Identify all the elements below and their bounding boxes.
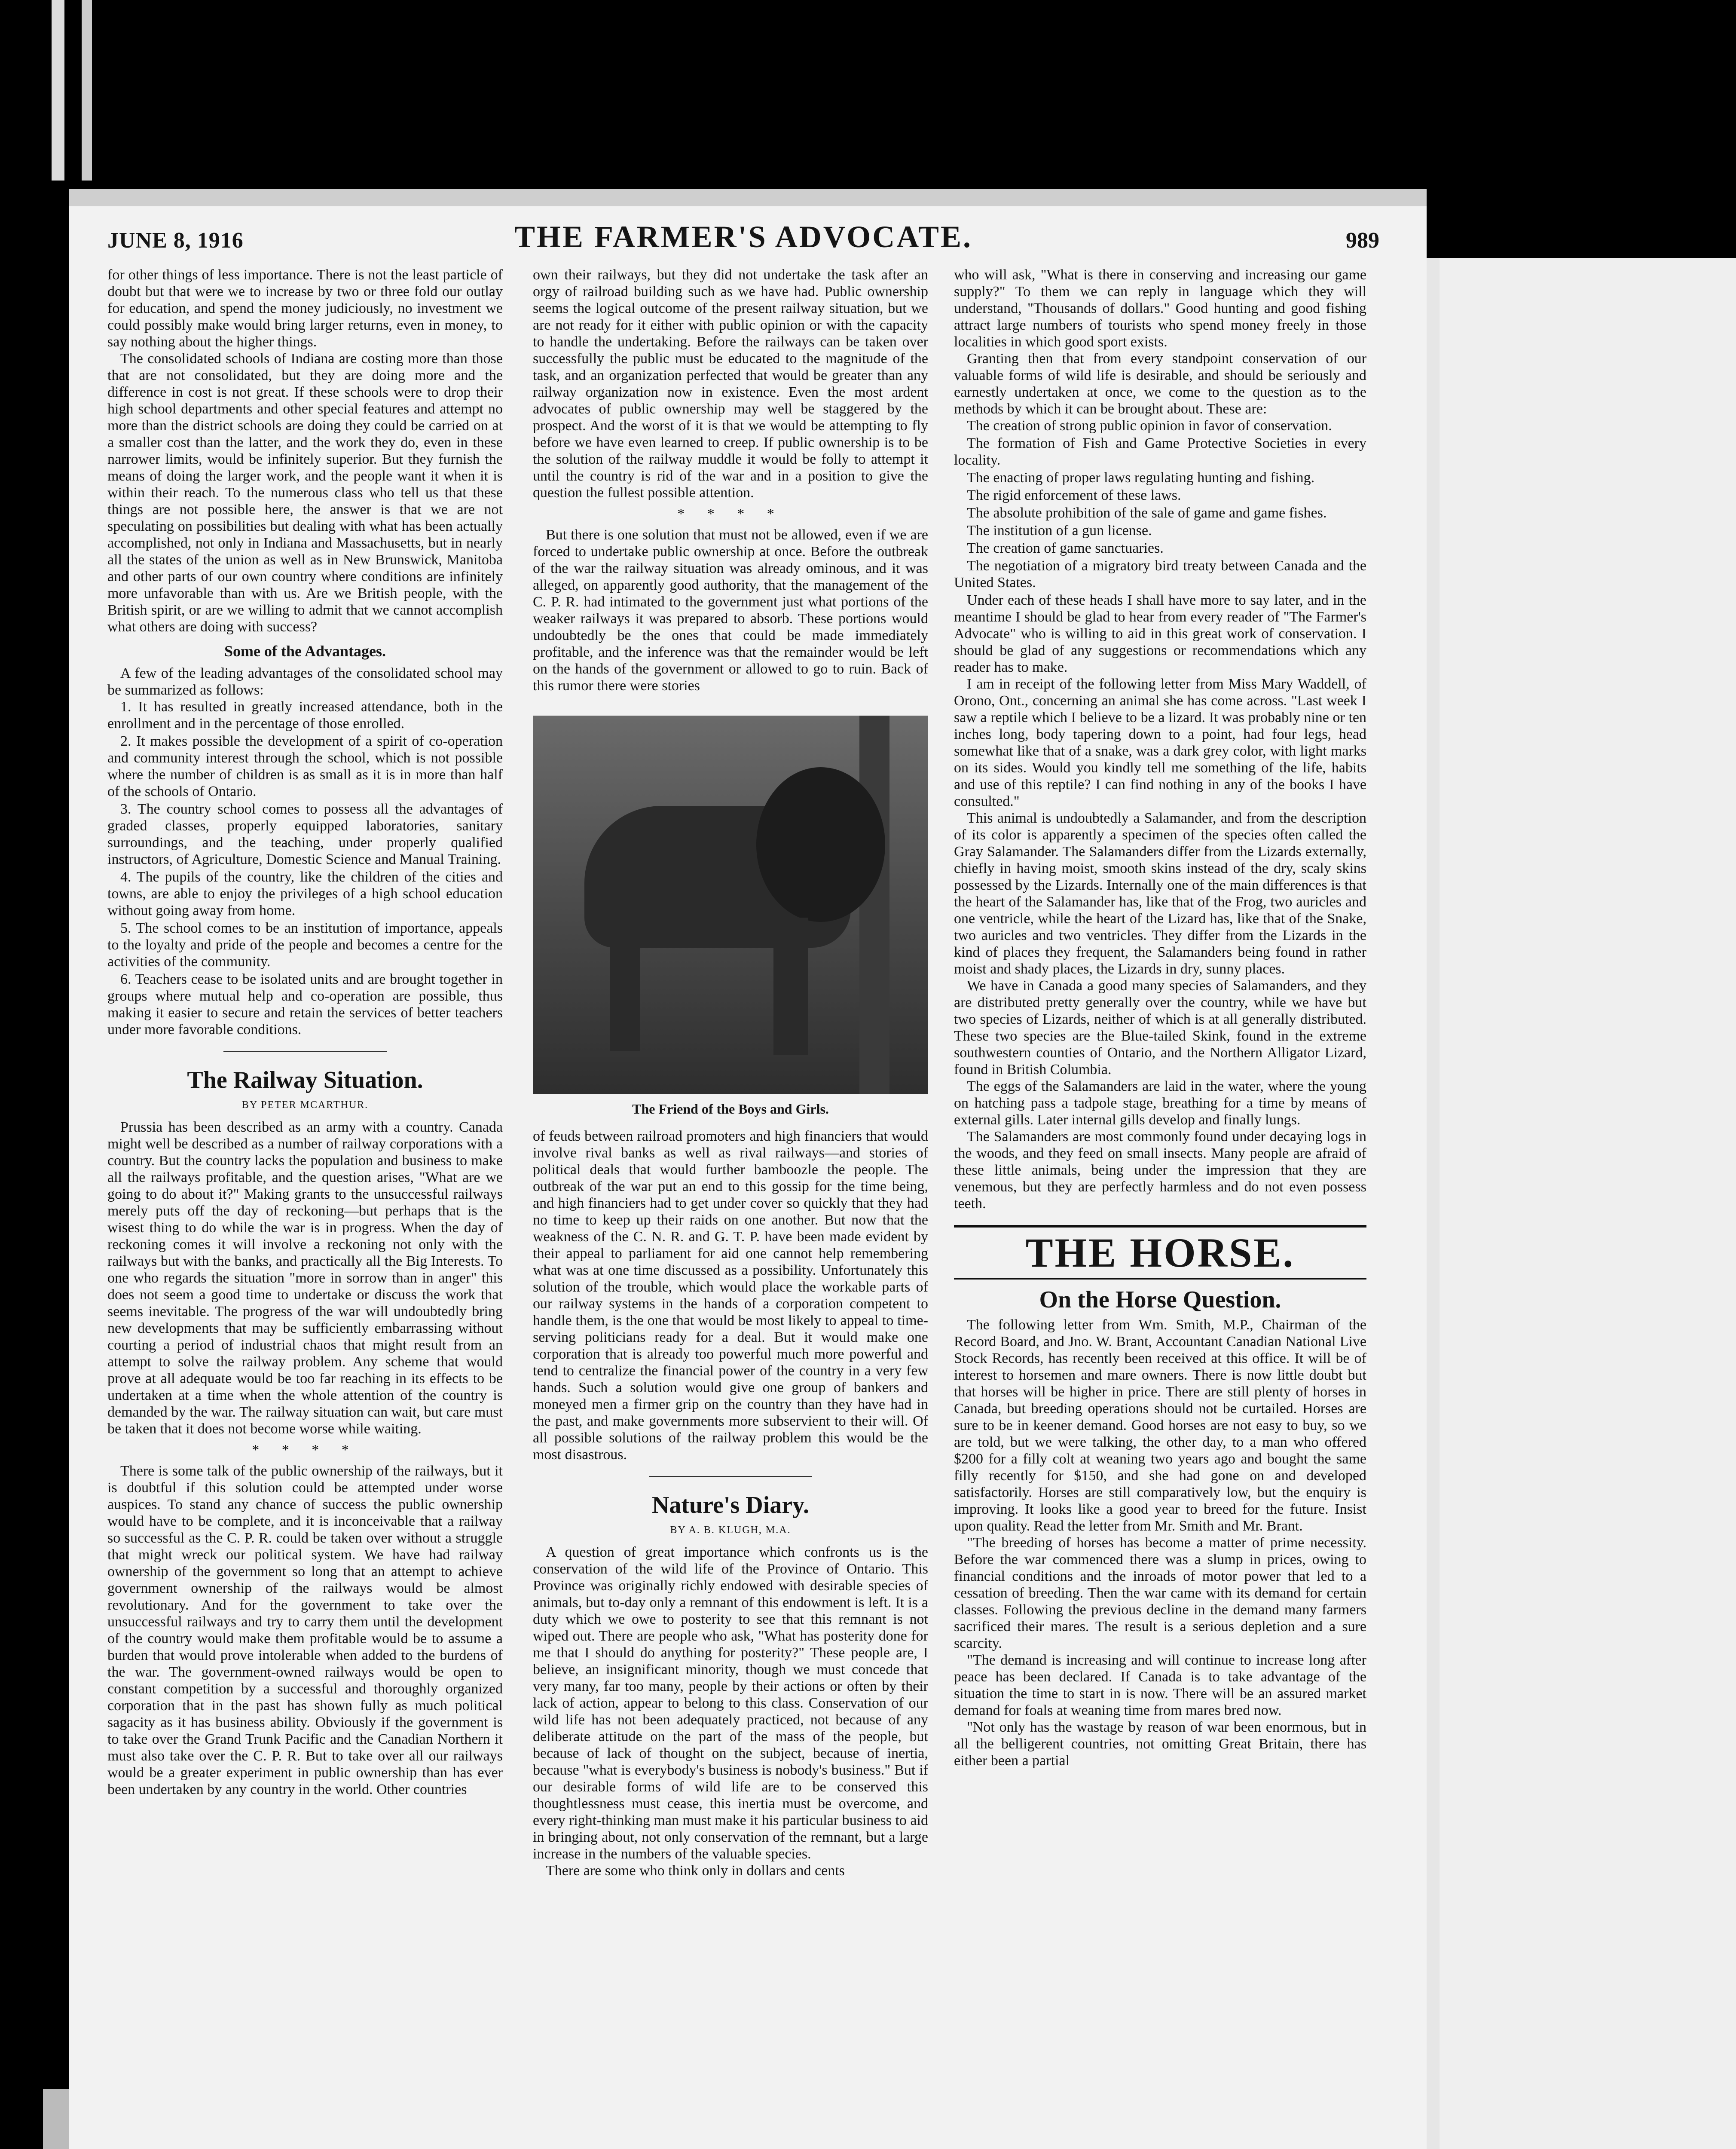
list-item: 2. It makes possible the development of a spirit of co-operation and community interest through the school, which is not possible where the number of children is as small as it is in more than half of the schools of Ontario. [107, 733, 503, 799]
lion-photograph [533, 716, 928, 1094]
list-item: 6. Teachers cease to be isolated units and are brought together in groups where mutual help and co-operation are possible, thus making it easier to secure and retain the services of better teachers under more favorable conditions. [107, 971, 503, 1038]
page-number: 989 [1346, 228, 1379, 253]
paragraph: "The breeding of horses has become a matter of prime necessity. Before the war commenced there was a slump in prices, owing to financial conditions and the inroads of motor power that led to a cessation of breeding. Then the war came with its demand for certain classes. Following the previous decline in the demand many farmers sacrificed their mares. The result is a serious depletion and a sure scarcity. [954, 1535, 1366, 1651]
next-page-edge [1418, 258, 1736, 2149]
byline: BY A. B. KLUGH, M.A. [670, 1525, 791, 1536]
binding-stripe [52, 0, 64, 181]
article-title: Nature's Diary. [651, 1492, 810, 1518]
paragraph: Granting then that from every standpoint conservation of our valuable forms of wild life is desirable, and should be seriously and earnestly undertaken at once, we come to the question as to the methods by which it can be brought about. These are: [954, 351, 1366, 417]
paragraph: A question of great importance which confronts us is the conservation of the wild life of the Province of Ontario. This Province was originally richly endowed with desirable species of animals, but to-day only a remnant of this endowment is left. It is a duty which we owe to posterity to see that this remnant is not wiped out. There are people who ask, "What has posterity done for me that I should do anything for posterity?" These people are, I believe, an insignificant minority, though we must concede that very many, far too many, people by their actions or often by their lack of action, appear to belong to this class. Conservation of our wild life has not been adequately practiced, not because of any deliberate attitude on the part of the mass of the people, but because of lack of thought on the subject, because of inertia, because "what is everybody's business is nobody's business." But if our desirable forms of wild life are to be conserved this thoughtlessness must cease, this inertia must be overcome, and every right-thinking man must make it his particular business to aid in bringing about, not only conservation of the remnant, but a large increase in the numbers of the valuable species. [533, 1544, 928, 1862]
section-break: * * * * [252, 1442, 358, 1458]
list-item: The creation of game sanctuaries. [967, 540, 1164, 556]
list-item: 4. The pupils of the country, like the children of the cities and towns, are able to enjoy the privileges of a high school education without going away from home. [107, 869, 503, 918]
paragraph: "Not only has the wastage by reason of war been enormous, but in all the belligerent countries, not omitting Great Britain, there has either been a partial [954, 1719, 1366, 1769]
page-top-bar [69, 189, 1427, 206]
list-item: The formation of Fish and Game Protective Societies in every locality. [954, 435, 1366, 468]
paragraph: of feuds between railroad promoters and high financiers that would involve rival banks as well as rival railways—and stories of political deals that would further bamboozle the people. The outbreak of the war put an end to this gossip for the time being, and high financiers had to get under cover so quickly that they had no time to keep up their raids on one another. But now that the weakness of the C. N. R. and G. T. P. have been made evident by their appeal to parliament for aid one cannot help remembering what was at one time discussed as a possibility. Unfortunately this solution of the trouble, which would place the workable parts of our railway systems in the hands of a corporation competent to handle them, is the one that would be most likely to appeal to time-serving politicians ready for a deal. But it would make one corporation that is already too powerful much more powerful and tend to centralize the financial power of the country in a very few hands. Such a solution would give one group of bankers and moneyed men a firmer grip on the country than they have had in the past, and make governments more subservient to their will. Of all possible solutions of the railway problem this would be the most disastrous. [533, 1128, 928, 1463]
subheading: Some of the Advantages. [224, 643, 386, 660]
list-item: The institution of a gun license. [967, 523, 1152, 539]
divider [649, 1476, 812, 1477]
newspaper-page [69, 189, 1427, 2149]
list-item: The absolute prohibition of the sale of game and game fishes. [967, 505, 1327, 521]
advantages-list [107, 698, 503, 1038]
paragraph: The consolidated schools of Indiana are costing more than those that are not consolidated, but they are doing more and the difference in cost is not great. If these schools were to drop their high school departments and other special features and attempt no more than the district schools are doing they could be carried on at a smaller cost than the latter, and the work they do, even in these narrower limits, would be infinitely superior. But they furnish the means of doing the larger work, and the people want it when it is within their reach. To the numerous class who tell us that these things are not possible here, the answer is that we are not speculating on possibilities but dealing with what has been actually accomplished, not only in Indiana and Massachusetts, but in nearly all the states of the union as well as in New Brunswick, Manitoba and other parts of our own country where conditions are infinitely more unfavorable than with us. Are we British people, with the British spirit, or are we willing to admit that we cannot accomplish what others are doing with success? [107, 351, 503, 635]
list-item: The creation of strong public opinion in favor of conservation. [967, 418, 1332, 434]
paragraph: for other things of less importance. There is not the least particle of doubt but that were we to increase by two or three fold our outlay for education, and spend the money judiciously, no investment we could possibly make would bring larger returns, even in money, to say nothing about the higher things. [107, 267, 503, 350]
column-2 [533, 266, 928, 1879]
divider [223, 1051, 387, 1052]
list-item: 1. It has resulted in greatly increased attendance, both in the enrollment and in the percentage of those enrolled. [107, 699, 503, 732]
paragraph: There are some who think only in dollars and cents [546, 1863, 845, 1879]
paragraph: But there is one solution that must not be allowed, even if we are forced to undertake public ownership at once. Before the outbreak of the war the railway situation was already ominous, and it was alleged, on apparently good authority, that the management of the C. P. R. had intimated to the government just what portions of the weaker railways it was prepared to absorb. These portions would undoubtedly be the ones that could be made immediately profitable, and the inference was that the remainder would be left on the hands of the government or allowed to go to ruin. Back of this rumor there were stories [533, 527, 928, 694]
next-page-surface [1440, 258, 1736, 2149]
list-item: 3. The country school comes to possess all the advantages of graded classes, properly equipped laboratories, sanitary surroundings, and the teaching, under properly qualified instructors, of Agriculture, Domestic Science and Manual Training. [107, 801, 503, 867]
lion-leg [610, 922, 640, 1051]
paragraph: who will ask, "What is there in conserving and increasing our game supply?" To them we can reply in language which they will understand, "Thousands of dollars." Good hunting and good fishing attract large numbers of tourists who spend money freely in those localities in which good sport exists. [954, 267, 1366, 350]
article-title: The Railway Situation. [187, 1067, 423, 1093]
paragraph: This animal is undoubtedly a Salamander, and from the description of its color is apparently a specimen of the species often called the Gray Salamander. The Salamanders differ from the Lizards externally, chiefly in having moist, smooth skins instead of the dry, scaly skins possessed by the Lizards. Internally one of the main differences is that the heart of the Salamander has, like that of the Frog, two auricles and one ventricle, while the heart of the Lizard has, like that of the Snake, two auricles and two ventricles. They differ from the Lizards in the kind of places they frequent, the Salamanders being found in rather moist and shady places, the Lizards in dry, sunny places. [954, 810, 1366, 977]
list-item: 5. The school comes to be an institution of importance, appeals to the loyalty and pride of the people and becomes a centre for the activities of the community. [107, 920, 503, 970]
section-heading: THE HORSE. [954, 1225, 1366, 1280]
methods-list [954, 417, 1366, 591]
article-title: On the Horse Question. [1039, 1286, 1281, 1313]
paragraph: We have in Canada a good many species of Salamanders, and they are distributed pretty generally over the country, while we have but two species of Lizards, neither of which is at all generally distributed. These two species are the Blue-tailed Skink, found in the extreme southwestern counties of Ontario, and the Northern Alligator Lizard, found in British Columbia. [954, 978, 1366, 1078]
binding-stripe [82, 0, 92, 181]
paragraph: Under each of these heads I shall have more to say later, and in the meantime I should be glad to hear from every reader of "The Farmer's Advocate" who is willing to aid in this great work of conservation. I should be glad of any suggestions or recommendations which any reader has to make. [954, 592, 1366, 675]
byline: BY PETER MCARTHUR. [241, 1099, 369, 1111]
binding-edge [0, 0, 64, 2149]
paragraph: own their railways, but they did not undertake the task after an orgy of railroad building such as we have had. Public ownership seems the logical outcome of the present railway situation, but we are not ready for it either with public opinion or with the capacity to handle the undertaking. Before the railways can be taken over successfully the public must be educated to the magnitude of the task, and an organization perfected that would be greater than any railway organization now in existence. Even the most ardent advocates of public ownership may well be staggered by the prospect. And the worst of it is that we would be attempting to fly before we have even learned to creep. If public ownership is to be the solution of the railway muddle it would be folly to attempt it until the country is rid of the war and in a position to give the question the fullest possible attention. [533, 267, 928, 501]
paragraph: The following letter from Wm. Smith, M.P., Chairman of the Record Board, and Jno. W. Brant, Accountant Canadian National Live Stock Records, has recently been received at this office. It will be of interest to horsemen and mare owners. There is now little doubt but that horses will be higher in price. There are still plenty of horses in Canada, but breeding operations should not be curtailed. Horses are sure to be in keener demand. Good horses are not easy to buy, so we are told, but we were talking, the other day, to a man who offered $200 for a filly colt at weaning two years ago and bought the same filly recently for $150, and she had gone on and developed satisfactorily. Horses are still comparatively low, but the enquiry is improving. It looks like a good year to breed for the future. Insist upon quality. Read the letter from Mr. Smith and Mr. Brant. [954, 1317, 1366, 1534]
photo-caption: The Friend of the Boys and Girls. [632, 1101, 829, 1117]
paragraph: Prussia has been described as an army with a country. Canada might well be described as a number of railway corporations with a country. But the country lacks the population and business to make all the railways profitable, and the question arises, "What are we going to do about it?" Making grants to the unsuccessful railways merely puts off the day of reckoning—but perhaps that is the wisest thing to do while the war is in progress. When the day of reckoning comes it will involve a reckoning not only with the railways but with the banks, and practically all the Big Interests. To one who regards the situation "more in sorrow than in anger" this does not seem a good time to undertake or discuss the work that seems inevitable. The progress of the war will undoubtedly bring new developments that may be sufficiently embarrassing without courting a period of industrial chaos that might result from an attempt to solve the railway problem. Any scheme that would prove at all adequate would be too far reaching in its effects to be undertaken at a time when the whole attention of the country is demanded by the war. The railway situation can wait, but care must be taken that it does not become worse while waiting. [107, 1119, 503, 1437]
paragraph: The eggs of the Salamanders are laid in the water, where the young on hatching pass a tadpole stage, breathing for a time by means of external gills. Later internal gills develop and finally lungs. [954, 1078, 1366, 1128]
section-break: * * * * [677, 506, 784, 522]
paragraph: I am in receipt of the following letter from Miss Mary Waddell, of Orono, Ont., concerning an animal she has come across. "Last week I saw a reptile which I believe to be a lizard. It was probably nine or ten inches long, body tapering down to a point, had four legs, head somewhat like that of a snake, was a dark grey color, with light marks on its sides. Would you kindly tell me something of the life, habits and use of this reptile? I can find nothing in any of the books I have consulted." [954, 676, 1366, 809]
lion-leg [773, 918, 808, 1055]
column-3 [954, 266, 1366, 1769]
paragraph: A few of the leading advantages of the consolidated school may be summarized as follows: [107, 665, 503, 698]
masthead: THE FARMER'S ADVOCATE. [514, 220, 972, 254]
list-item: The negotiation of a migratory bird treaty between Canada and the United States. [954, 558, 1366, 591]
page-header [107, 215, 1379, 262]
column-1 [107, 266, 503, 1798]
issue-date: JUNE 8, 1916 [107, 228, 244, 253]
paragraph: The Salamanders are most commonly found under decaying logs in the woods, and they feed on small insects. Many people are afraid of these little animals, being under the impression that they are venemous, but they are perfectly harmless and do not even possess teeth. [954, 1129, 1366, 1212]
binding-foot [43, 2089, 69, 2149]
tree-trunk [859, 716, 889, 1094]
paragraph: There is some talk of the public ownership of the railways, but it is doubtful if this solution could be attempted under worse auspices. To stand any chance of success the public ownership would have to be complete, and it is inconceivable that a railway so successful as the C. P. R. could be taken over without a struggle that might wreck our political system. We have had railway ownership of the government so long that an attempt to achieve government ownership of the railways would be almost revolutionary. And for the government to take over the unsuccessful railways and try to carry them until the development of the country would make them profitable would be to assume a burden that would prove intolerable when added to the burdens of the war. The government-owned railways would be open to constant competition by a successful and thoroughly organized corporation that in the past has shown fully as much political sagacity as it has business ability. Obviously if the government is to take over the Grand Trunk Pacific and the Canadian Northern it must also take over the C. P. R. But to take over all our railways would be a greater experiment in public ownership than has ever been undertaken by any country in the world. Other countries [107, 1463, 503, 1797]
lion-mane [756, 767, 885, 922]
paragraph: "The demand is increasing and will continue to increase long after peace has been declared. If Canada is to take advantage of the situation the time to start in is now. There will be an assured market demand for foals at weaning time from mares bred now. [954, 1652, 1366, 1718]
list-item: The rigid enforcement of these laws. [967, 487, 1181, 503]
list-item: The enacting of proper laws regulating hunting and fishing. [967, 470, 1315, 486]
